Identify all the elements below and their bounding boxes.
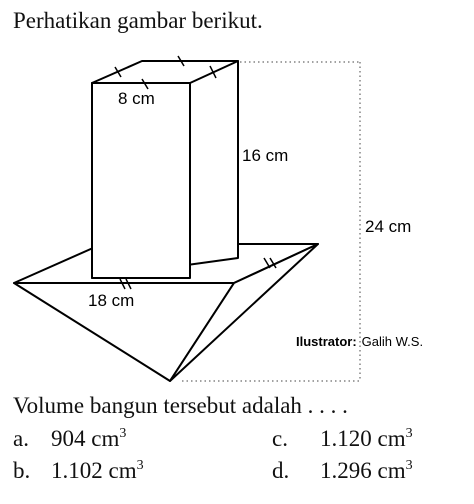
label-total-height: 24 cm — [365, 217, 412, 236]
option-a[interactable] — [13, 426, 126, 452]
question-text: Volume bangun tersebut adalah . . . . — [13, 393, 348, 418]
credit-prefix: Ilustrator: — [296, 334, 357, 349]
option-c-exponent: 3 — [405, 426, 413, 441]
credit-name: Galih W.S. — [361, 334, 424, 349]
option-a-exponent: 3 — [119, 426, 127, 441]
label-prism-height: 16 cm — [242, 146, 289, 165]
option-c[interactable] — [272, 426, 413, 452]
option-b-exponent: 3 — [136, 458, 144, 473]
option-d-exponent: 3 — [405, 458, 413, 473]
option-a-value: 904 cm — [51, 426, 120, 451]
option-d-letter: d. — [272, 458, 290, 483]
option-d[interactable] — [272, 458, 413, 484]
option-b-value: 1.102 cm — [51, 458, 137, 483]
option-c-letter: c. — [272, 426, 288, 451]
option-b[interactable] — [13, 458, 144, 484]
label-base-width: 18 cm — [88, 291, 135, 310]
prism — [92, 61, 238, 278]
label-top-width: 8 cm — [118, 89, 155, 108]
instruction-text: Perhatikan gambar berikut. — [13, 8, 263, 33]
option-d-value: 1.296 cm — [320, 458, 406, 483]
option-a-letter: a. — [13, 426, 29, 451]
option-b-letter: b. — [13, 458, 31, 483]
option-c-value: 1.120 cm — [320, 426, 406, 451]
